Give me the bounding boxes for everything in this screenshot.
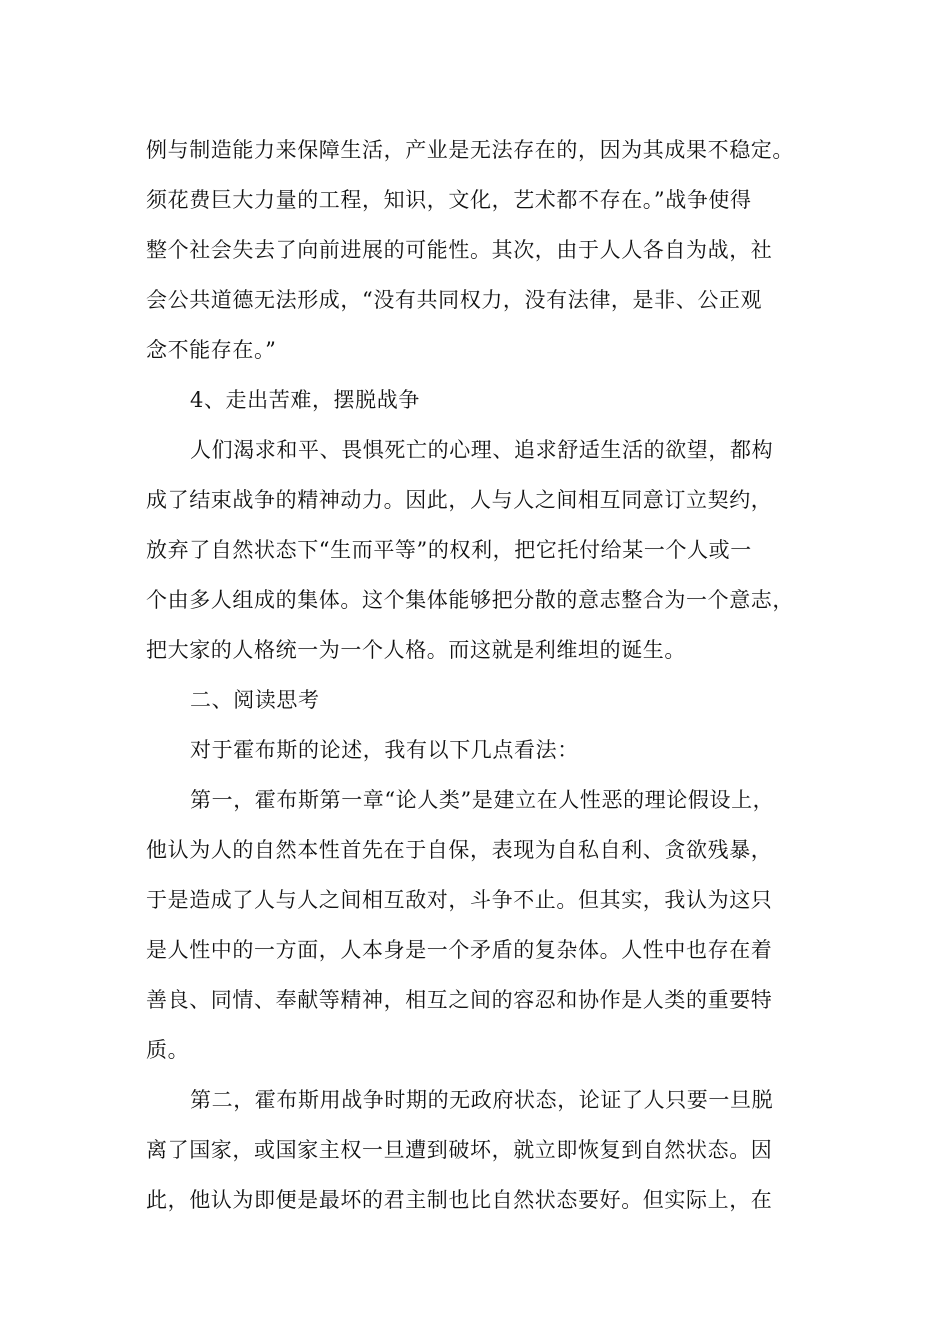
paragraph-first-line: 第一，霍布斯第一章“论人类”是建立在人性恶的理论假设上， (190, 788, 775, 812)
text-line: 是人性中的一方面，人本身是一个矛盾的复杂体。人性中也存在着 (146, 938, 773, 962)
paragraph-first-line: 人们渴求和平、畏惧死亡的心理、追求舒适生活的欲望，都构 (190, 438, 774, 462)
text-line: 须花费巨大力量的工程，知识，文化，艺术都不存在。”战争使得 (146, 188, 752, 212)
text-line: 整个社会失去了向前进展的可能性。其次，由于人人各自为战，社 (146, 238, 773, 262)
text-line: 放弃了自然状态下“生而平等”的权利，把它托付给某一个人或一 (146, 538, 752, 562)
section-heading: 二、阅读思考 (190, 688, 320, 712)
text-line: 质。 (146, 1038, 190, 1062)
text-line: 善良、同情、奉献等精神，相互之间的容忍和协作是人类的重要特 (146, 988, 773, 1012)
text-line: 此，他认为即便是最坏的君主制也比自然状态要好。但实际上，在 (146, 1188, 773, 1212)
text-line: 会公共道德无法形成，“没有共同权力，没有法律，是非、公正观 (146, 288, 763, 312)
text-line: 于是造成了人与人之间相互敌对，斗争不止。但其实，我认为这只 (146, 888, 773, 912)
paragraph-first-line: 第二，霍布斯用战争时期的无政府状态，论证了人只要一旦脱 (190, 1088, 774, 1112)
text-line: 例与制造能力来保障生活，产业是无法存在的，因为其成果不稳定。 (146, 138, 794, 162)
text-line: 成了结束战争的精神动力。因此，人与人之间相互同意订立契约， (146, 488, 773, 512)
text-line: 他认为人的自然本性首先在于自保，表现为自私自利、贪欲残暴， (146, 838, 773, 862)
text-line: 念不能存在。” (146, 338, 277, 362)
text-line: 个由多人组成的集体。这个集体能够把分散的意志整合为一个意志， (146, 588, 794, 612)
text-line: 把大家的人格统一为一个人格。而这就是利维坦的诞生。 (146, 638, 686, 662)
section-heading: 4、走出苦难，摆脱战争 (190, 388, 420, 412)
paragraph-first-line: 对于霍布斯的论述，我有以下几点看法： (190, 738, 579, 762)
text-line: 离了国家，或国家主权一旦遭到破坏，就立即恢复到自然状态。因 (146, 1138, 773, 1162)
